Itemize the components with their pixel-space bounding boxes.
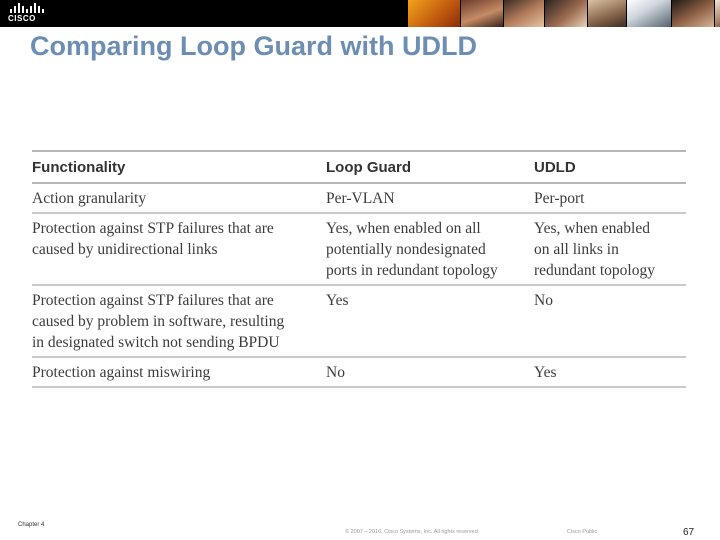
cell-functionality bbox=[32, 357, 326, 387]
photo-tile bbox=[408, 0, 460, 27]
table-row bbox=[32, 285, 686, 357]
photo-tile bbox=[588, 0, 626, 27]
photo-tile bbox=[461, 0, 503, 27]
cell-text-line: ports in redundant topology bbox=[326, 262, 498, 279]
cell-functionality bbox=[32, 183, 326, 213]
table-row bbox=[32, 357, 686, 387]
photo-tile bbox=[672, 0, 714, 27]
footer-chapter: Chapter 4 bbox=[18, 522, 45, 528]
cell-text-line: on all links in bbox=[534, 241, 619, 258]
people-photos-icon bbox=[408, 0, 720, 27]
cell-text-line: Protection against STP failures that are bbox=[32, 220, 274, 237]
photo-tile bbox=[715, 0, 720, 27]
page-number: 67 bbox=[683, 527, 695, 538]
cell-loop-guard bbox=[326, 183, 534, 213]
column-header-udld: UDLD bbox=[534, 151, 686, 183]
footer-copyright: © 2007 – 2016, Cisco Systems, Inc. All rights reserved. bbox=[345, 529, 480, 535]
cell-loop-guard bbox=[326, 357, 534, 387]
table-row bbox=[32, 213, 686, 285]
cell-udld bbox=[534, 357, 686, 387]
cell-text-line: Yes bbox=[326, 292, 349, 309]
cell-text-line: Protection against miswiring bbox=[32, 364, 211, 381]
cisco-bars-icon bbox=[10, 3, 44, 13]
cell-text-line: Protection against STP failures that are bbox=[32, 292, 274, 309]
cell-loop-guard bbox=[326, 213, 534, 285]
slide-title: Comparing Loop Guard with UDLD bbox=[30, 31, 477, 61]
cell-functionality bbox=[32, 285, 326, 357]
photo-tile bbox=[545, 0, 587, 27]
cell-text-line: Yes, when enabled bbox=[534, 220, 650, 237]
footer-classification: Cisco Public bbox=[567, 529, 598, 535]
comparison-table bbox=[32, 150, 686, 388]
cell-udld bbox=[534, 183, 686, 213]
table-header-row bbox=[32, 151, 686, 183]
cell-text-line: redundant topology bbox=[534, 262, 655, 279]
cell-udld bbox=[534, 213, 686, 285]
cell-text-line: Action granularity bbox=[32, 190, 147, 207]
cell-text-line: No bbox=[534, 292, 553, 309]
cell-text-line: No bbox=[326, 364, 345, 381]
cell-functionality bbox=[32, 213, 326, 285]
cell-text-line: Yes, when enabled on all bbox=[326, 220, 481, 237]
cell-text-line: in designated switch not sending BPDU bbox=[32, 334, 280, 351]
cell-text-line: Per-port bbox=[534, 190, 585, 207]
column-header-functionality: Functionality bbox=[32, 151, 326, 183]
cisco-wordmark: CISCO bbox=[8, 14, 36, 23]
column-header-loop-guard: Loop Guard bbox=[326, 151, 534, 183]
header-banner bbox=[0, 0, 720, 27]
cell-text-line: Yes bbox=[534, 364, 557, 381]
cell-text-line: potentially nondesignated bbox=[326, 241, 486, 258]
photo-tile bbox=[504, 0, 544, 27]
cell-text-line: caused by unidirectional links bbox=[32, 241, 218, 258]
photo-tile bbox=[627, 0, 671, 27]
cell-loop-guard bbox=[326, 285, 534, 357]
cell-text-line: caused by problem in software, resulting bbox=[32, 313, 285, 330]
cell-udld bbox=[534, 285, 686, 357]
cisco-logo bbox=[8, 3, 44, 25]
table-row bbox=[32, 183, 686, 213]
cell-text-line: Per-VLAN bbox=[326, 190, 395, 207]
